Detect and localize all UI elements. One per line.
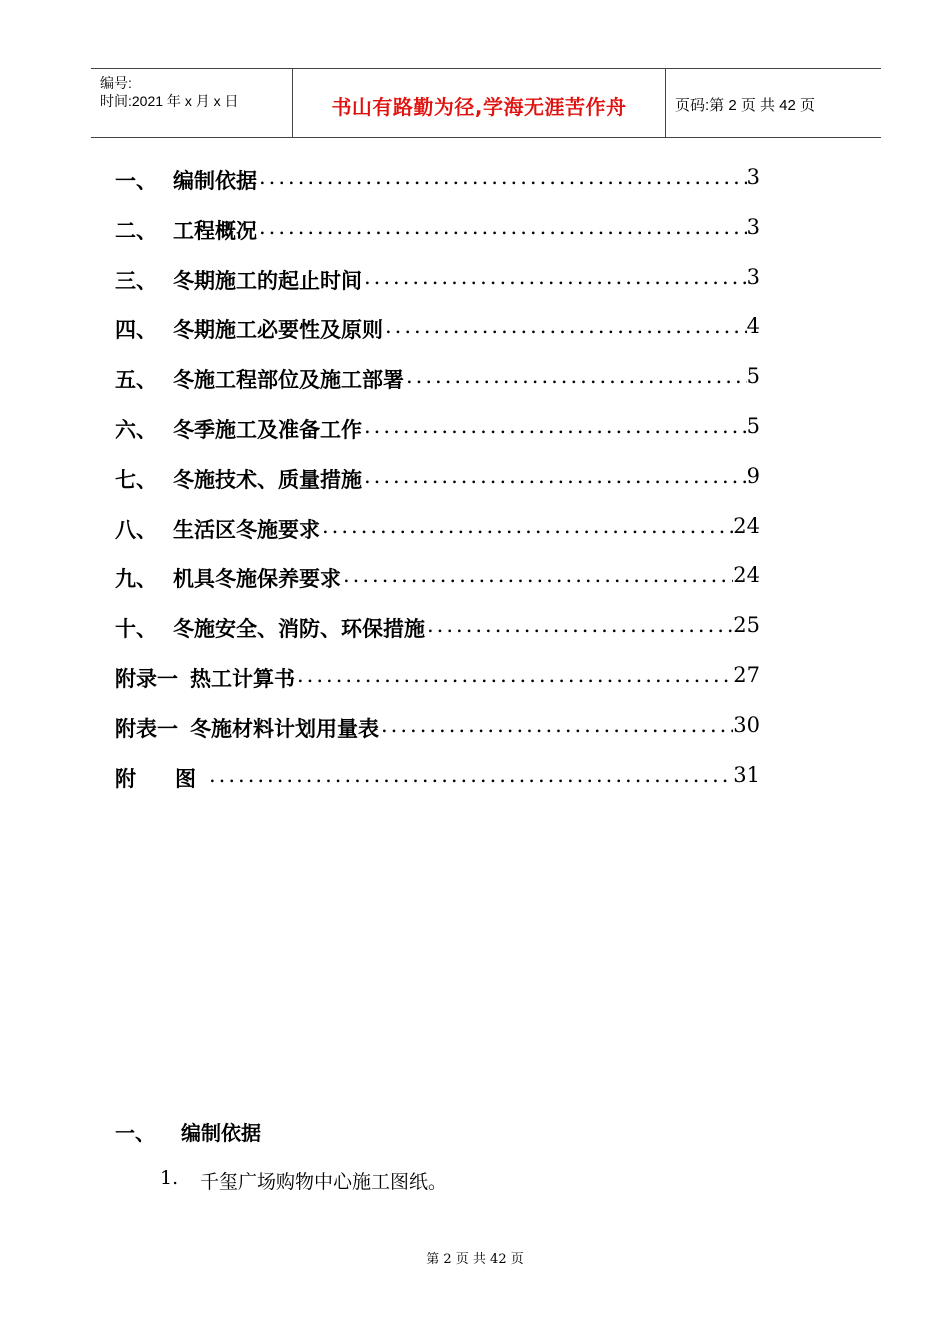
toc-leader-dots <box>257 215 747 239</box>
header-meta-cell <box>91 69 293 137</box>
list-item <box>160 1167 447 1194</box>
toc-entry-title: 冬施工程部位及施工部署 <box>173 367 404 393</box>
toc-entry-title: 冬期施工必要性及原则 <box>173 317 383 343</box>
toc-entry-page: 24 <box>733 513 760 538</box>
toc-entry-title: 热工计算书 <box>190 665 295 691</box>
toc-leader-dots <box>383 314 747 338</box>
toc-entry[interactable] <box>115 514 760 564</box>
toc-entry-number: 七、 <box>115 466 157 492</box>
toc-entry-title: 生活区冬施要求 <box>173 516 320 542</box>
time-label: 时间:2021 年 x 月 x 日 <box>100 93 239 109</box>
toc-entry[interactable] <box>115 563 760 613</box>
toc-entry-page: 27 <box>733 662 760 687</box>
toc-entry[interactable] <box>115 414 760 464</box>
toc-entry-page: 30 <box>733 712 760 737</box>
toc-entry-title: 图 <box>175 765 196 791</box>
toc-entry-title: 冬期施工的起止时间 <box>173 267 362 293</box>
toc-leader-dots <box>320 514 733 538</box>
page-footer: 第 2 页 共 42 页 <box>426 1252 524 1267</box>
section-title: 编制依据 <box>181 1121 261 1145</box>
toc-entry[interactable] <box>115 613 760 663</box>
toc-entry-page: 3 <box>746 214 760 239</box>
page-header <box>91 68 881 138</box>
toc-entry-number: 五、 <box>115 367 157 393</box>
toc-entry[interactable] <box>115 464 760 514</box>
toc-entry-number: 附录一 <box>115 665 178 691</box>
toc-entry-number: 附 <box>115 765 136 791</box>
toc-entry-page: 25 <box>733 613 760 638</box>
toc-entry-page: 5 <box>746 413 760 438</box>
toc-entry-number: 二、 <box>115 217 157 243</box>
toc-entry[interactable] <box>115 763 760 813</box>
toc-leader-dots <box>379 713 733 737</box>
code-label: 编号: <box>100 75 132 91</box>
toc-entry[interactable] <box>115 364 760 414</box>
table-of-contents <box>115 165 760 812</box>
header-motto-cell <box>293 69 666 137</box>
toc-entry-number: 八、 <box>115 516 157 542</box>
toc-leader-dots <box>207 763 733 787</box>
toc-leader-dots <box>257 165 747 189</box>
toc-entry-number: 一、 <box>115 168 157 193</box>
toc-entry-title: 编制依据 <box>173 168 257 193</box>
toc-entry-number: 四、 <box>115 317 157 343</box>
toc-leader-dots <box>404 364 747 388</box>
toc-leader-dots <box>295 663 733 687</box>
section-heading <box>115 1117 261 1146</box>
toc-entry[interactable] <box>115 215 760 265</box>
toc-entry[interactable] <box>115 165 760 215</box>
toc-entry[interactable] <box>115 314 760 364</box>
toc-entry-number: 九、 <box>115 566 157 592</box>
section-number: 一、 <box>115 1121 155 1145</box>
toc-entry[interactable] <box>115 265 760 315</box>
motto-text: 书山有路勤为径,学海无涯苦作舟 <box>331 95 627 119</box>
list-item-number: 1. <box>160 1167 179 1189</box>
toc-entry-page: 3 <box>746 264 760 289</box>
toc-entry-number: 附表一 <box>115 715 178 741</box>
toc-entry[interactable] <box>115 663 760 713</box>
toc-entry-title: 冬施材料计划用量表 <box>190 715 379 741</box>
toc-entry-number: 三、 <box>115 267 157 293</box>
toc-entry-number: 六、 <box>115 416 157 442</box>
toc-entry-number: 十、 <box>115 616 157 642</box>
toc-entry-title: 冬施技术、质量措施 <box>173 466 362 492</box>
toc-leader-dots <box>362 265 747 289</box>
toc-entry-page: 24 <box>733 563 760 588</box>
toc-entry-page: 31 <box>733 762 760 787</box>
list-item-text: 千玺广场购物中心施工图纸。 <box>200 1171 448 1193</box>
toc-leader-dots <box>362 414 747 438</box>
toc-entry-page: 3 <box>746 165 760 189</box>
header-page-cell <box>666 69 881 137</box>
toc-entry-title: 冬施安全、消防、环保措施 <box>173 616 425 642</box>
toc-entry-title: 机具冬施保养要求 <box>173 566 341 592</box>
page-info: 页码:第 2 页 共 42 页 <box>675 97 816 114</box>
toc-leader-dots <box>341 563 733 587</box>
toc-entry-page: 9 <box>746 463 760 488</box>
toc-entry-page: 5 <box>746 364 760 389</box>
toc-leader-dots <box>425 613 733 637</box>
toc-entry[interactable] <box>115 713 760 763</box>
toc-entry-title: 工程概况 <box>173 217 257 243</box>
toc-entry-page: 4 <box>746 314 760 339</box>
toc-leader-dots <box>362 464 747 488</box>
toc-entry-title: 冬季施工及准备工作 <box>173 416 362 442</box>
